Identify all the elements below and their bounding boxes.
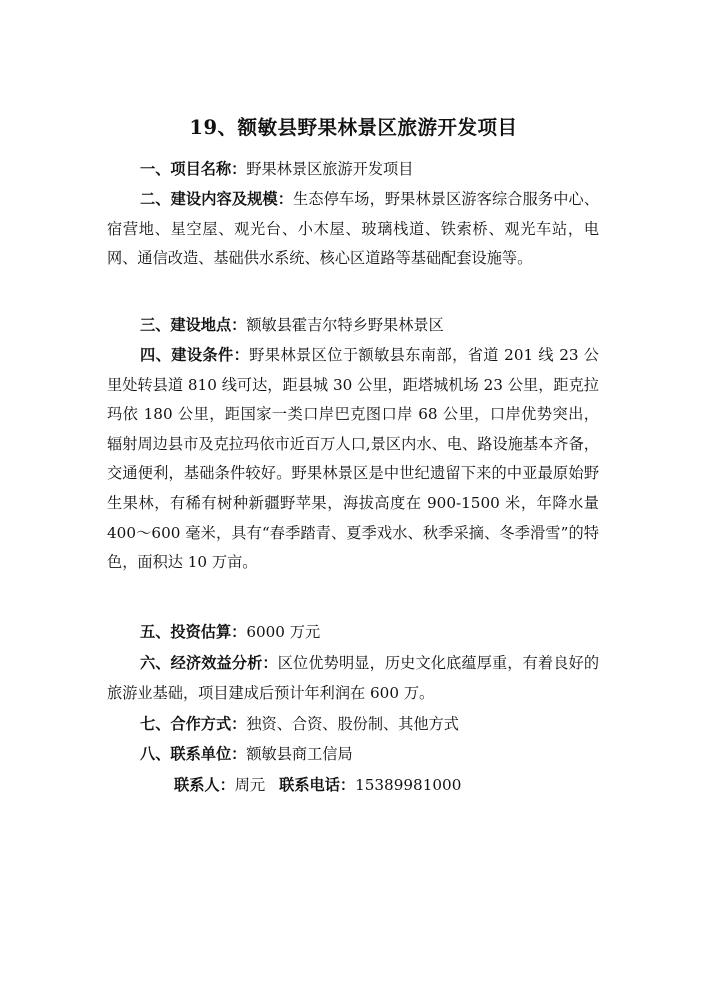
contact-phone: 15389981000 xyxy=(355,776,462,794)
section-label: 七、合作方式： xyxy=(140,715,247,733)
section-cooperation-mode xyxy=(107,710,599,740)
section-text: 额敏县霍吉尔特乡野果林景区 xyxy=(246,316,444,334)
section-text: 额敏县商工信局 xyxy=(246,745,353,763)
section-construction-conditions xyxy=(107,341,599,578)
section-economic-analysis xyxy=(107,649,599,708)
section-label: 二、建设内容及规模： xyxy=(140,190,294,208)
section-investment-estimate xyxy=(107,618,599,648)
contact-person: 周元 xyxy=(234,776,266,794)
section-contact-unit xyxy=(107,740,599,770)
section-construction-site xyxy=(107,311,599,341)
section-label: 三、建设地点： xyxy=(140,316,247,334)
section-label: 一、项目名称： xyxy=(140,160,247,178)
section-construction-content xyxy=(107,185,599,274)
section-text: 独资、合资、股份制、其他方式 xyxy=(246,715,459,733)
section-label: 四、建设条件： xyxy=(140,346,250,364)
section-text: 野果林景区位于额敏县东南部，省道 201 线 23 公里处转县道 810 线可达，距县城 30 公里，距塔城机场 23 公里，距克拉玛依 180 公里，距国家一类口岸巴克图口岸 68 公里，口岸优势突出，辐射周边县市及克拉玛依市近百万人口,景区内水、电、路设施基本齐备，交通便利，基础条件较好。野果林景区是中世纪遗留下来的中亚最原始野生果林，有稀有树种新疆野苹果，海拔高度在 900-1500 米，年降水量 400～600 毫米，具有“春季踏青、夏季戏水、秋季采摘、冬季滑雪”的特色，面积达 10 万亩。 xyxy=(107,346,599,572)
contact-person-label: 联系人： xyxy=(174,776,235,794)
section-project-name xyxy=(107,155,599,185)
section-label: 六、经济效益分析： xyxy=(140,654,278,672)
contact-phone-label: 联系电话： xyxy=(279,776,356,794)
page-title: 19、额敏县野果林景区旅游开发项目 xyxy=(189,116,518,139)
contact-line xyxy=(174,771,461,801)
section-text: 区位优势明显，历史文化底蕴厚重，有着良好的旅游业基础，项目建成后预计年利润在 600 万。 xyxy=(107,654,600,702)
section-text: 6000 万元 xyxy=(246,623,321,641)
section-text: 生态停车场，野果林景区游客综合服务中心、宿营地、星空屋、观光台、小木屋、玻璃栈道、铁索桥、观光车站，电网、通信改造、基础供水系统、核心区道路等基础配套设施等。 xyxy=(107,190,600,268)
section-label: 八、联系单位： xyxy=(140,745,247,763)
section-label: 五、投资估算： xyxy=(140,623,247,641)
section-text: 野果林景区旅游开发项目 xyxy=(246,160,414,178)
